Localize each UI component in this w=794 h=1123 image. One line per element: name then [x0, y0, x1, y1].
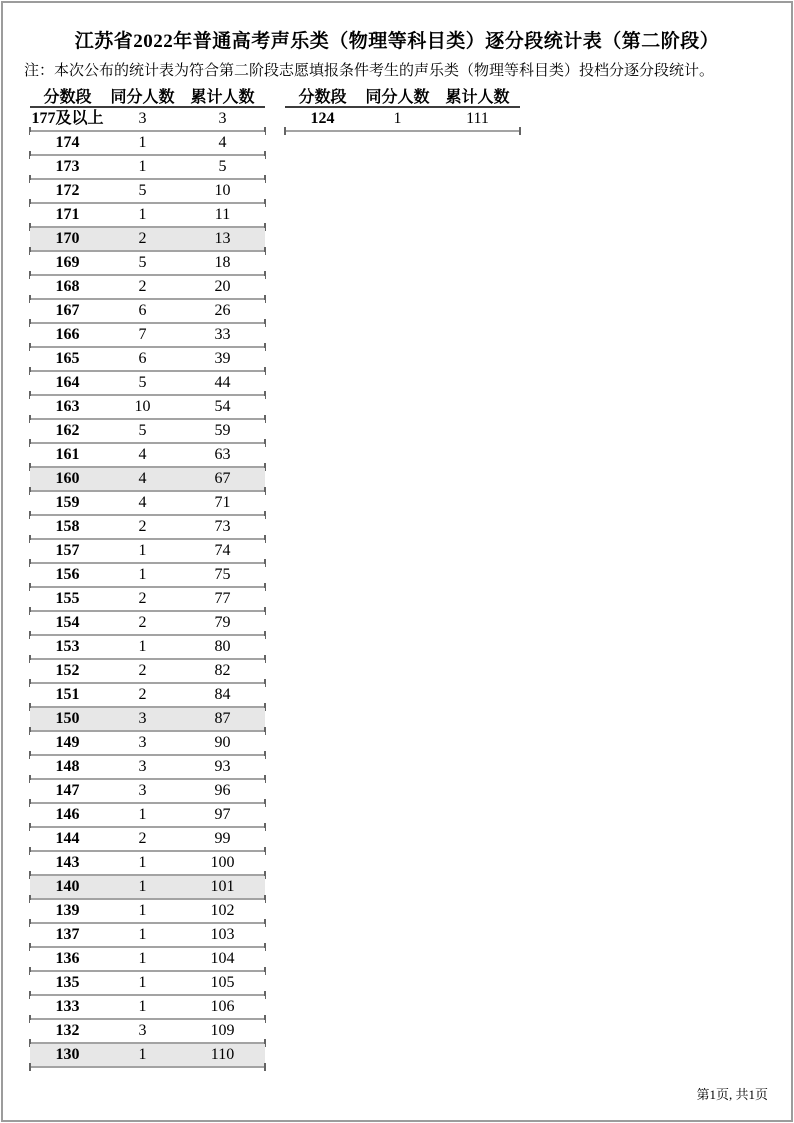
cell-score: 132 — [55, 1022, 80, 1039]
cell-cumulative: 87 — [214, 710, 231, 727]
table-row — [30, 876, 265, 900]
table-row — [30, 300, 265, 324]
cell-cumulative: 79 — [214, 614, 231, 631]
cell-score: 148 — [55, 758, 80, 775]
table-row — [30, 132, 265, 156]
cell-score: 167 — [55, 302, 80, 319]
col-header-score: 分数段 — [43, 88, 92, 106]
table-row — [30, 108, 265, 132]
cell-count: 2 — [138, 686, 147, 703]
cell-count: 1 — [138, 158, 147, 175]
table-row — [30, 564, 265, 588]
cell-score: 170 — [55, 230, 80, 247]
cell-count: 10 — [134, 398, 151, 415]
cell-count: 1 — [138, 566, 147, 583]
table-row — [30, 252, 265, 276]
cell-count: 1 — [138, 206, 147, 223]
cell-score: 144 — [55, 830, 80, 847]
cell-score: 151 — [55, 686, 80, 703]
cell-count: 6 — [138, 302, 147, 319]
cell-score: 140 — [55, 878, 80, 895]
cell-count: 1 — [138, 134, 147, 151]
cell-count: 2 — [138, 590, 147, 607]
cell-cumulative: 105 — [210, 974, 235, 991]
cell-cumulative: 77 — [214, 590, 231, 607]
cell-cumulative: 67 — [214, 470, 231, 487]
cell-cumulative: 4 — [218, 134, 227, 151]
cell-cumulative: 96 — [214, 782, 231, 799]
document-page — [1, 1, 793, 1122]
table-row — [30, 900, 265, 924]
cell-count: 1 — [138, 950, 147, 967]
cell-score: 130 — [55, 1046, 80, 1063]
cell-score: 174 — [55, 134, 80, 151]
cell-score: 156 — [55, 566, 80, 583]
table-row — [30, 924, 265, 948]
cell-count: 1 — [138, 1046, 147, 1063]
table-row — [30, 996, 265, 1020]
cell-cumulative: 44 — [214, 374, 231, 391]
cell-score: 177及以上 — [31, 110, 104, 127]
cell-score: 157 — [55, 542, 80, 559]
page-note: 注：本次公布的统计表为符合第二阶段志愿填报条件考生的声乐类（物理等科目类）投档分逐分段统计。 — [24, 63, 715, 79]
cell-count: 3 — [138, 1022, 147, 1039]
cell-score: 137 — [55, 926, 80, 943]
cell-count: 3 — [138, 758, 147, 775]
cell-count: 1 — [138, 542, 147, 559]
cell-cumulative: 71 — [214, 494, 231, 511]
table-row — [30, 636, 265, 660]
cell-count: 5 — [138, 374, 147, 391]
cell-score: 146 — [55, 806, 80, 823]
cell-cumulative: 104 — [210, 950, 235, 967]
table-row — [30, 180, 265, 204]
cell-score: 135 — [55, 974, 80, 991]
table-row — [30, 228, 265, 252]
table-row — [30, 468, 265, 492]
table-row — [30, 612, 265, 636]
table-row — [30, 732, 265, 756]
cell-cumulative: 97 — [214, 806, 231, 823]
cell-cumulative: 13 — [214, 230, 231, 247]
table-row — [30, 348, 265, 372]
table-row — [30, 756, 265, 780]
table-body — [30, 108, 265, 1068]
cell-count: 2 — [138, 278, 147, 295]
table-row — [30, 324, 265, 348]
table-row — [30, 420, 265, 444]
cell-score: 159 — [55, 494, 80, 511]
table-row — [30, 1044, 265, 1068]
cell-score: 169 — [55, 254, 80, 271]
cell-count: 2 — [138, 230, 147, 247]
cell-cumulative: 63 — [214, 446, 231, 463]
cell-count: 3 — [138, 782, 147, 799]
cell-count: 5 — [138, 182, 147, 199]
cell-cumulative: 33 — [214, 326, 231, 343]
cell-cumulative: 3 — [218, 110, 227, 127]
cell-score: 154 — [55, 614, 80, 631]
cell-score: 172 — [55, 182, 80, 199]
cell-count: 1 — [393, 110, 402, 127]
cell-cumulative: 110 — [210, 1046, 235, 1063]
cell-count: 7 — [138, 326, 147, 343]
table-row — [30, 492, 265, 516]
cell-score: 152 — [55, 662, 80, 679]
cell-count: 1 — [138, 806, 147, 823]
cell-count: 2 — [138, 662, 147, 679]
table-row — [30, 372, 265, 396]
cell-cumulative: 74 — [214, 542, 231, 559]
cell-cumulative: 59 — [214, 422, 231, 439]
cell-score: 158 — [55, 518, 80, 535]
table-header-row — [30, 84, 265, 108]
cell-score: 160 — [55, 470, 80, 487]
table-row — [30, 540, 265, 564]
cell-score: 147 — [55, 782, 80, 799]
table-row — [30, 444, 265, 468]
cell-score: 153 — [55, 638, 80, 655]
cell-cumulative: 18 — [214, 254, 231, 271]
cell-count: 3 — [138, 110, 147, 127]
cell-count: 6 — [138, 350, 147, 367]
col-header-cumulative: 累计人数 — [445, 88, 510, 106]
cell-count: 2 — [138, 518, 147, 535]
cell-cumulative: 99 — [214, 830, 231, 847]
col-header-score: 分数段 — [298, 88, 347, 106]
cell-cumulative: 103 — [210, 926, 235, 943]
cell-cumulative: 11 — [214, 206, 231, 223]
cell-count: 5 — [138, 254, 147, 271]
cell-score: 143 — [55, 854, 80, 871]
table-row — [30, 684, 265, 708]
table-row — [30, 276, 265, 300]
table-row — [30, 828, 265, 852]
cell-cumulative: 82 — [214, 662, 231, 679]
cell-score: 171 — [55, 206, 80, 223]
cell-score: 139 — [55, 902, 80, 919]
table-row — [30, 156, 265, 180]
cell-cumulative: 102 — [210, 902, 235, 919]
cell-cumulative: 75 — [214, 566, 231, 583]
cell-count: 1 — [138, 974, 147, 991]
page-footer: 第1页, 共1页 — [696, 1087, 768, 1102]
cell-count: 1 — [138, 998, 147, 1015]
cell-cumulative: 20 — [214, 278, 231, 295]
table-header-row — [285, 84, 520, 108]
table-row — [30, 708, 265, 732]
table-row — [30, 1020, 265, 1044]
table-row — [30, 516, 265, 540]
cell-cumulative: 93 — [214, 758, 231, 775]
cell-cumulative: 73 — [214, 518, 231, 535]
cell-cumulative: 101 — [210, 878, 235, 895]
cell-count: 1 — [138, 926, 147, 943]
table-row — [30, 972, 265, 996]
cell-cumulative: 111 — [466, 110, 489, 127]
table-body — [285, 108, 520, 132]
score-table-left — [30, 84, 265, 1068]
table-row — [30, 804, 265, 828]
table-row — [30, 660, 265, 684]
cell-cumulative: 84 — [214, 686, 231, 703]
cell-count: 1 — [138, 902, 147, 919]
cell-count: 2 — [138, 614, 147, 631]
cell-count: 3 — [138, 710, 147, 727]
table-row — [30, 204, 265, 228]
cell-count: 2 — [138, 830, 147, 847]
table-row — [285, 108, 520, 132]
cell-cumulative: 100 — [210, 854, 235, 871]
cell-cumulative: 90 — [214, 734, 231, 751]
cell-score: 164 — [55, 374, 80, 391]
cell-count: 5 — [138, 422, 147, 439]
cell-cumulative: 26 — [214, 302, 231, 319]
cell-count: 3 — [138, 734, 147, 751]
cell-score: 155 — [55, 590, 80, 607]
col-header-count: 同分人数 — [110, 88, 175, 106]
cell-score: 168 — [55, 278, 80, 295]
cell-count: 4 — [138, 446, 147, 463]
cell-cumulative: 54 — [214, 398, 231, 415]
cell-score: 136 — [55, 950, 80, 967]
cell-score: 161 — [55, 446, 80, 463]
cell-score: 166 — [55, 326, 80, 343]
table-row — [30, 396, 265, 420]
table-row — [30, 852, 265, 876]
col-header-count: 同分人数 — [365, 88, 430, 106]
cell-count: 1 — [138, 638, 147, 655]
cell-score: 165 — [55, 350, 80, 367]
cell-score: 149 — [55, 734, 80, 751]
table-row — [30, 948, 265, 972]
cell-score: 150 — [55, 710, 80, 727]
cell-score: 124 — [310, 110, 335, 127]
cell-cumulative: 39 — [214, 350, 231, 367]
cell-count: 1 — [138, 854, 147, 871]
cell-score: 163 — [55, 398, 80, 415]
cell-cumulative: 106 — [210, 998, 235, 1015]
table-row — [30, 588, 265, 612]
cell-cumulative: 80 — [214, 638, 231, 655]
cell-cumulative: 10 — [214, 182, 231, 199]
page-title: 江苏省2022年普通高考声乐类（物理等科目类）逐分段统计表（第二阶段） — [74, 31, 720, 52]
table-row — [30, 780, 265, 804]
cell-score: 173 — [55, 158, 80, 175]
cell-count: 4 — [138, 494, 147, 511]
score-table-right — [285, 84, 520, 132]
cell-cumulative: 109 — [210, 1022, 235, 1039]
col-header-cumulative: 累计人数 — [190, 88, 255, 106]
cell-cumulative: 5 — [218, 158, 227, 175]
cell-count: 1 — [138, 878, 147, 895]
cell-score: 162 — [55, 422, 80, 439]
cell-score: 133 — [55, 998, 80, 1015]
cell-count: 4 — [138, 470, 147, 487]
